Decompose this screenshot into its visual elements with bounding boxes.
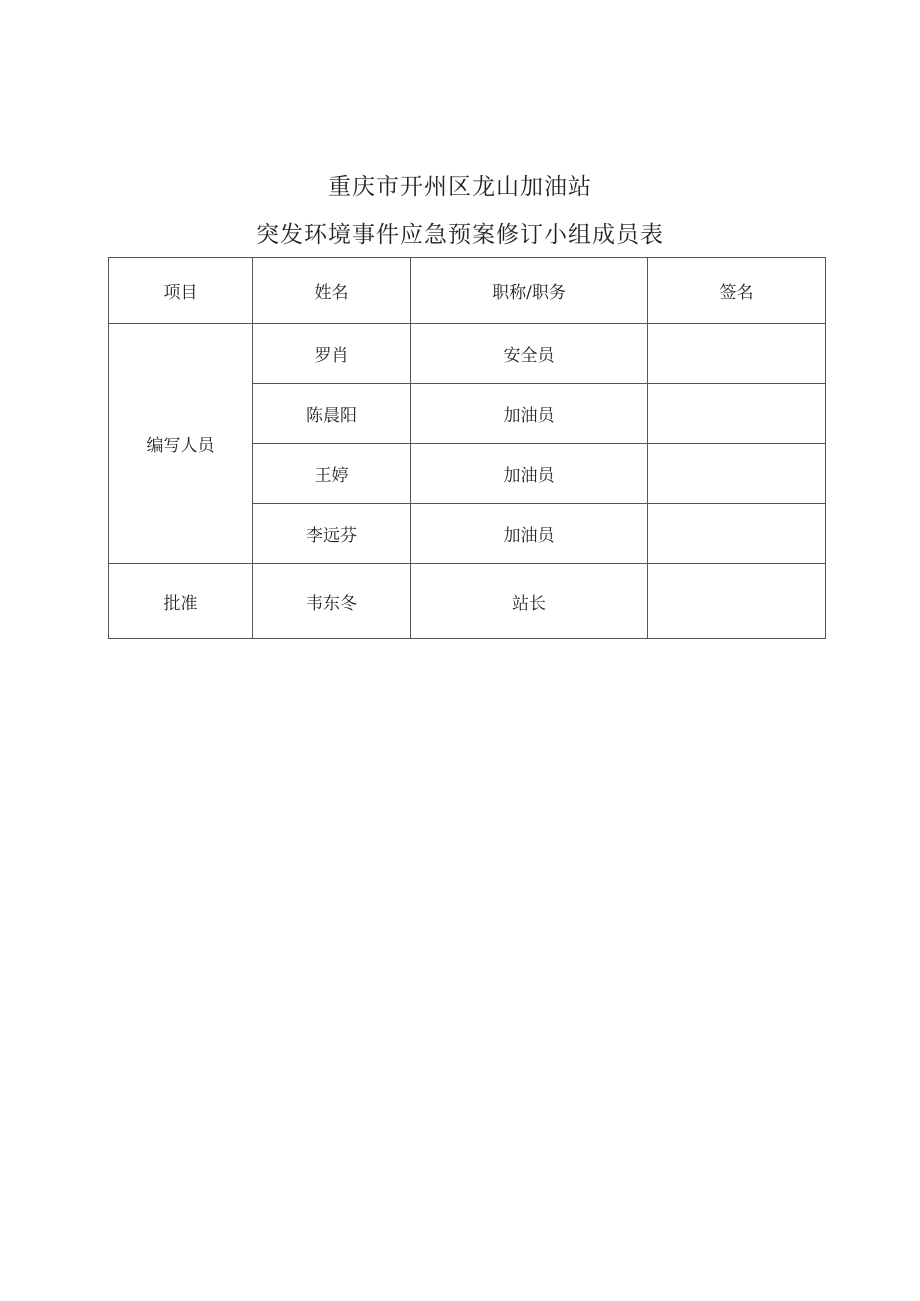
category-cell: 批准 [109,564,253,639]
name-cell: 陈晨阳 [253,384,411,444]
signature-cell[interactable] [648,564,826,639]
header-signature: 签名 [648,258,826,324]
name-cell: 李远芬 [253,504,411,564]
title-cell: 安全员 [411,324,648,384]
document-title-line1: 重庆市开州区龙山加油站 [328,174,592,200]
signature-cell[interactable] [648,444,826,504]
members-table [108,257,826,639]
name-cell: 韦东冬 [253,564,411,639]
table-row [109,324,826,384]
name-cell: 王婷 [253,444,411,504]
category-cell: 编写人员 [109,324,253,564]
document-title-line2: 突发环境事件应急预案修订小组成员表 [256,222,664,248]
title-cell: 加油员 [411,384,648,444]
title-cell: 加油员 [411,504,648,564]
signature-cell[interactable] [648,384,826,444]
title-cell: 加油员 [411,444,648,504]
header-title: 职称/职务 [411,258,648,324]
table-header-row [109,258,826,324]
name-cell: 罗肖 [253,324,411,384]
header-category: 项目 [109,258,253,324]
table-row [109,564,826,639]
signature-cell[interactable] [648,324,826,384]
title-cell: 站长 [411,564,648,639]
signature-cell[interactable] [648,504,826,564]
header-name: 姓名 [253,258,411,324]
